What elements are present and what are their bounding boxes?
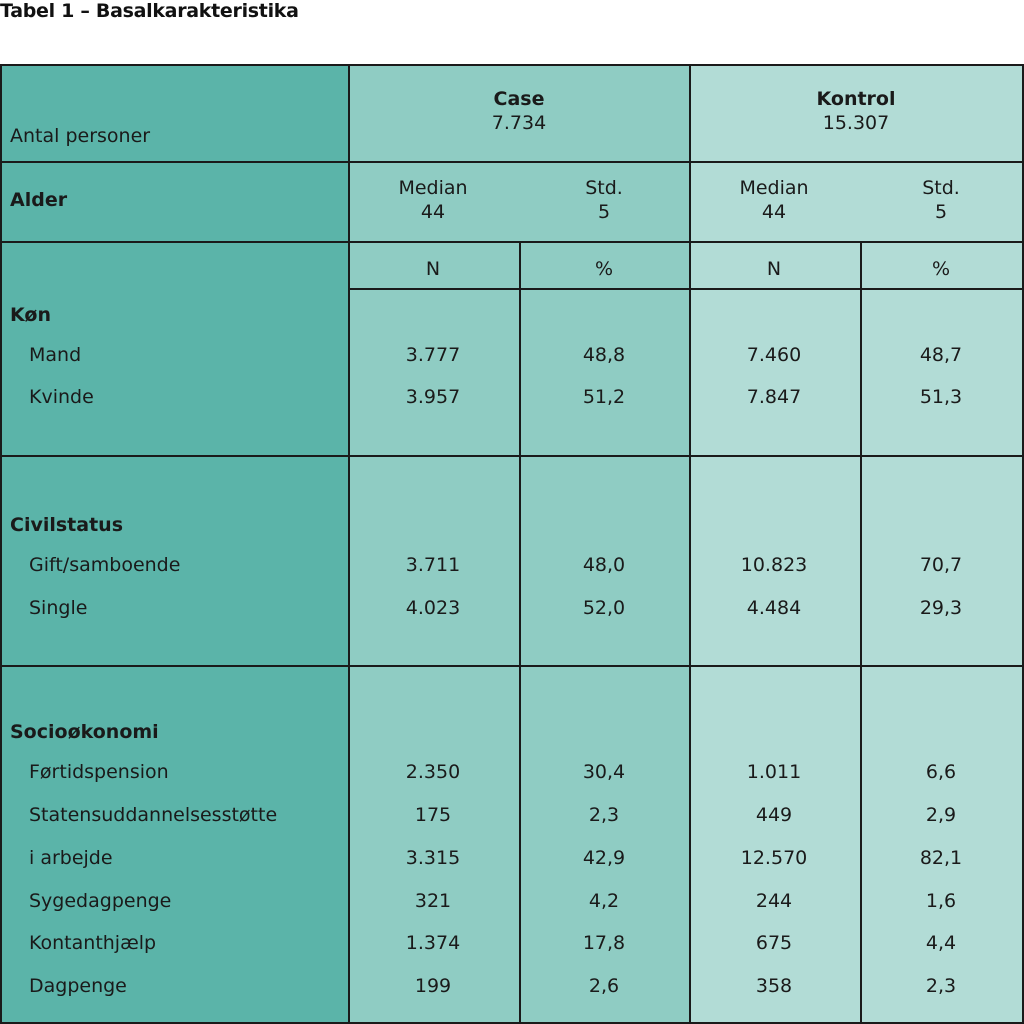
case-pct-cell: 2,3: [588, 804, 620, 826]
case-pct-cell: 30,4: [582, 761, 626, 783]
kontrol-n-cell: 12.570: [740, 847, 808, 869]
case-pct-cell: 51,2: [582, 386, 626, 408]
case-median: [398, 176, 467, 224]
case-n-cell: 1.374: [405, 932, 461, 954]
kontrol-pct-cell: 2,9: [925, 804, 957, 826]
kontrol-n-cell: 1.011: [746, 761, 802, 783]
case-pct-cell: 42,9: [582, 847, 626, 869]
col-header-kontrol-pct: %: [931, 258, 951, 280]
case-pct-cell: 48,8: [582, 344, 626, 366]
case-n-cell: 199: [414, 975, 452, 997]
row-label: Gift/samboende: [29, 554, 181, 576]
row-label: Mand: [29, 344, 82, 366]
row-label: Kvinde: [29, 386, 94, 408]
case-pct-cell: 17,8: [582, 932, 626, 954]
kontrol-n-cell: 4.484: [746, 597, 802, 619]
case-n-cell: 321: [414, 890, 452, 912]
divider-v-kontrol: [860, 241, 862, 1022]
row-label: i arbejde: [29, 847, 113, 869]
case-n-cell: 2.350: [405, 761, 461, 783]
kontrol-n-cell: 675: [755, 932, 793, 954]
section-heading: Socioøkonomi: [10, 721, 159, 743]
case-pct-cell: 4,2: [588, 890, 620, 912]
kontrol-pct-cell: 29,3: [919, 597, 963, 619]
case-n-cell: 3.777: [405, 344, 461, 366]
case-n-cell: 3.711: [405, 554, 461, 576]
kontrol-n-cell: 244: [755, 890, 793, 912]
case-pct-cell: 2,6: [588, 975, 620, 997]
kontrol-std-value: 5: [934, 201, 948, 223]
kontrol-header: [817, 87, 896, 135]
row-label: Førtidspension: [29, 761, 169, 783]
kontrol-n-cell: 449: [755, 804, 793, 826]
col-header-case-n: N: [425, 258, 441, 280]
row-label: Single: [29, 597, 88, 619]
row-label: Sygedagpenge: [29, 890, 172, 912]
kontrol-std-label: Std.: [922, 177, 960, 199]
divider-v-case-kontrol: [689, 66, 691, 1022]
divider-h3: [350, 288, 1022, 290]
case-std-label: Std.: [585, 177, 623, 199]
kontrol-n-cell: 358: [755, 975, 793, 997]
section-heading: Køn: [10, 304, 51, 326]
divider-h1: [2, 161, 1022, 163]
antal-personer-label: Antal personer: [10, 125, 151, 147]
kontrol-median: [739, 176, 808, 224]
case-n-cell: 175: [414, 804, 452, 826]
kontrol-median-value: 44: [761, 201, 787, 223]
col-header-case-pct: %: [594, 258, 614, 280]
case-pct-cell: 48,0: [582, 554, 626, 576]
case-median-label: Median: [398, 177, 468, 199]
case-pct-cell: 52,0: [582, 597, 626, 619]
case-count: 7.734: [491, 112, 547, 134]
kontrol-pct-cell: 6,6: [925, 761, 957, 783]
divider-v-case: [519, 241, 521, 1022]
case-n-cell: 3.957: [405, 386, 461, 408]
kontrol-n-cell: 7.460: [746, 344, 802, 366]
divider-h2: [2, 241, 1022, 243]
case-std-value: 5: [597, 201, 611, 223]
row-label: Dagpenge: [29, 975, 127, 997]
kontrol-pct-cell: 48,7: [919, 344, 963, 366]
divider-h5: [2, 665, 1022, 667]
kontrol-pct-cell: 82,1: [919, 847, 963, 869]
case-label: Case: [493, 88, 545, 110]
case-std: [585, 176, 623, 224]
baseline-table: [0, 64, 1024, 1024]
kontrol-pct-cell: 2,3: [925, 975, 957, 997]
section-heading: Civilstatus: [10, 514, 123, 536]
divider-h4: [2, 455, 1022, 457]
kontrol-pct-cell: 1,6: [925, 890, 957, 912]
alder-label: Alder: [10, 189, 68, 211]
row-label: Statensuddannelsesstøtte: [29, 804, 278, 826]
divider-v-label: [348, 66, 350, 1022]
table-title: Tabel 1 – Basalkarakteristika: [0, 0, 299, 22]
kontrol-n-cell: 7.847: [746, 386, 802, 408]
kontrol-median-label: Median: [739, 177, 809, 199]
case-n-cell: 4.023: [405, 597, 461, 619]
case-header: [492, 87, 546, 135]
kontrol-count: 15.307: [822, 112, 890, 134]
kontrol-label: Kontrol: [816, 88, 896, 110]
col-header-kontrol-n: N: [766, 258, 782, 280]
case-n-cell: 3.315: [405, 847, 461, 869]
kontrol-pct-cell: 70,7: [919, 554, 963, 576]
kontrol-n-cell: 10.823: [740, 554, 808, 576]
case-median-value: 44: [420, 201, 446, 223]
kontrol-pct-cell: 51,3: [919, 386, 963, 408]
row-label: Kontanthjælp: [29, 932, 157, 954]
kontrol-std: [922, 176, 960, 224]
kontrol-pct-cell: 4,4: [925, 932, 957, 954]
